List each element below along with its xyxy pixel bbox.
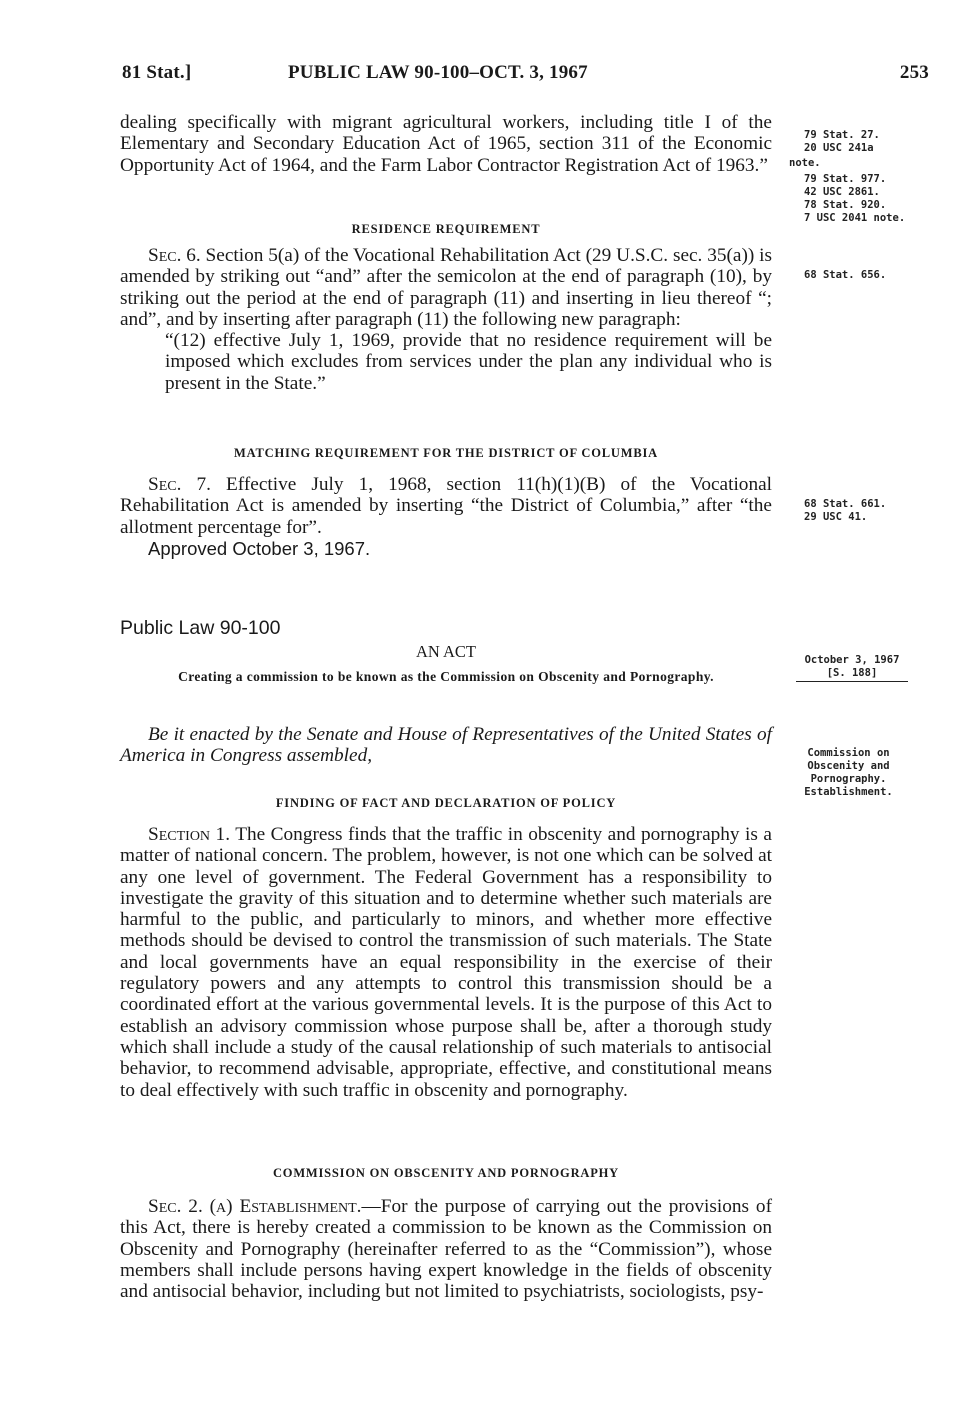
section-6-label: Sec. 6.: [148, 245, 201, 266]
section-heading-commission: COMMISSION ON OBSCENITY AND PORNOGRAPHY: [272, 1166, 620, 1180]
section-7-paragraph: [120, 474, 772, 538]
margin-note-citations-3: [804, 498, 886, 524]
text-block-sec2: [120, 1196, 772, 1302]
margin-note-68-stat-656: 68 Stat. 656.: [804, 269, 887, 281]
margin-note-bill-number: [S. 188]: [796, 667, 908, 682]
enacting-clause: Be it enacted by the Senate and House of Representatives of the United States of America in Congress assembled,: [120, 724, 772, 767]
an-act-heading: AN ACT: [415, 642, 477, 661]
margin-note: 20 USC 241a: [804, 142, 874, 154]
margin-note-note: note.: [789, 157, 821, 169]
public-law-number: Public Law 90-100: [120, 617, 281, 639]
section-6-text: Section 5(a) of the Vocational Rehabilitation Act (29 U.S.C. sec. 35(a)) is amended by striking out “and” after the semicolon at the end of paragraph (10), by striking out the period at the end of paragraph (11) and inserting in lieu thereof “; and”, and by inserting after paragraph (11) the following new paragraph:: [120, 245, 772, 330]
running-head-title: PUBLIC LAW 90-100–OCT. 3, 1967: [288, 62, 588, 83]
approved-date: Approved October 3, 1967.: [148, 537, 371, 559]
act-description: Creating a commission to be known as the Commission on Obscenity and Pornography.: [178, 669, 714, 684]
margin-note: 79 Stat. 27.: [804, 129, 880, 141]
margin-note: Commission on: [807, 747, 890, 759]
section-7-label: Sec. 7.: [148, 474, 211, 495]
section-heading-residence: RESIDENCE REQUIREMENT: [351, 222, 541, 236]
margin-note-date: October 3, 1967: [804, 654, 900, 666]
section-2-label: Sec. 2.: [148, 1196, 203, 1217]
paragraph-continued: dealing specifically with migrant agricultural workers, including title I of the Elementary and Secondary Education Act of 1965, section 311 of the Economic Opportunity Act of 1964, and the Farm Labor Contractor Registration Act of 1963.”: [120, 112, 772, 176]
section-1-text: The Congress finds that the traffic in obscenity and pornography is a matter of national concern. The problem, however, is not one which can be solved at any one level of government. The Federal Government has a responsibility to investigate the gravity of this situation and to determine whether such materials are harmful to the public, and particularly to minors, and whether more effective methods should be devised to control the transmission of such materials. The State and local governments have an equal responsibility in the exercise of their regulatory powers and any attempts to control this transmission should be a coordinated effort at the various governmental levels. It is the purpose of this Act to establish an advisory commission whose purpose shall be, after a thorough study which shall include a study of the causal relationship of such materials to antisocial behavior, to recommend advisable, appropriate, effective, and constitutional means to deal effectively with such traffic in obscenity and pornography.: [120, 824, 772, 1101]
margin-note-citations-2: [804, 173, 905, 225]
enacting-clause-block: [120, 724, 772, 767]
running-head-left: 81 Stat.]: [122, 62, 192, 83]
section-6-quote: “(12) effective July 1, 1969, provide that no residence requirement will be imposed which excludes from services under the plan any individual who is present in the State.”: [165, 330, 772, 394]
text-block-sec1: [120, 824, 772, 1101]
margin-note: Establishment.: [804, 786, 893, 798]
text-block-sec7: [120, 474, 772, 559]
section-2-paragraph: [120, 1196, 772, 1302]
margin-note: 68 Stat. 661.: [804, 498, 887, 510]
section-heading-matching: MATCHING REQUIREMENT FOR THE DISTRICT OF COLUMBIA: [234, 446, 658, 460]
margin-note: 79 Stat. 977.: [804, 173, 887, 185]
margin-note-citations-1: [804, 129, 880, 155]
text-block-continuation: [120, 112, 772, 176]
margin-note: 7 USC 2041 note.: [804, 212, 906, 224]
margin-note: 42 USC 2861.: [804, 186, 880, 198]
margin-note: 78 Stat. 920.: [804, 199, 887, 211]
section-2-text: —For the purpose of carrying out the provisions of this Act, there is hereby created a commission to be known as the Commission on Obscenity and Pornography (hereinafter referred to as the “Commission”), whose members shall include persons having expert knowledge in the fields of obscenity and antisocial behavior, including but not limited to psychiatrists, sociologists, psy-: [120, 1196, 772, 1303]
margin-note: Pornography.: [810, 773, 887, 785]
margin-note-commission: [786, 747, 911, 799]
page-number: 253: [899, 62, 929, 83]
section-1-label: Section 1.: [148, 824, 231, 845]
section-1-paragraph: [120, 824, 772, 1101]
section-heading-finding: FINDING OF FACT AND DECLARATION OF POLICY: [275, 796, 617, 810]
text-block-sec6: [120, 245, 772, 394]
margin-note: Obscenity and: [807, 760, 890, 772]
margin-note-date-bill: [796, 654, 908, 682]
margin-note: 29 USC 41.: [804, 511, 868, 523]
section-6-paragraph: [120, 245, 772, 330]
section-2-subheading: (a) Establishment.: [209, 1196, 362, 1217]
section-7-text: Effective July 1, 1968, section 11(h)(1)(B) of the Vocational Rehabilitation Act is amended by inserting “the District of Columbia,” after “the allotment percentage for”.: [120, 474, 773, 538]
